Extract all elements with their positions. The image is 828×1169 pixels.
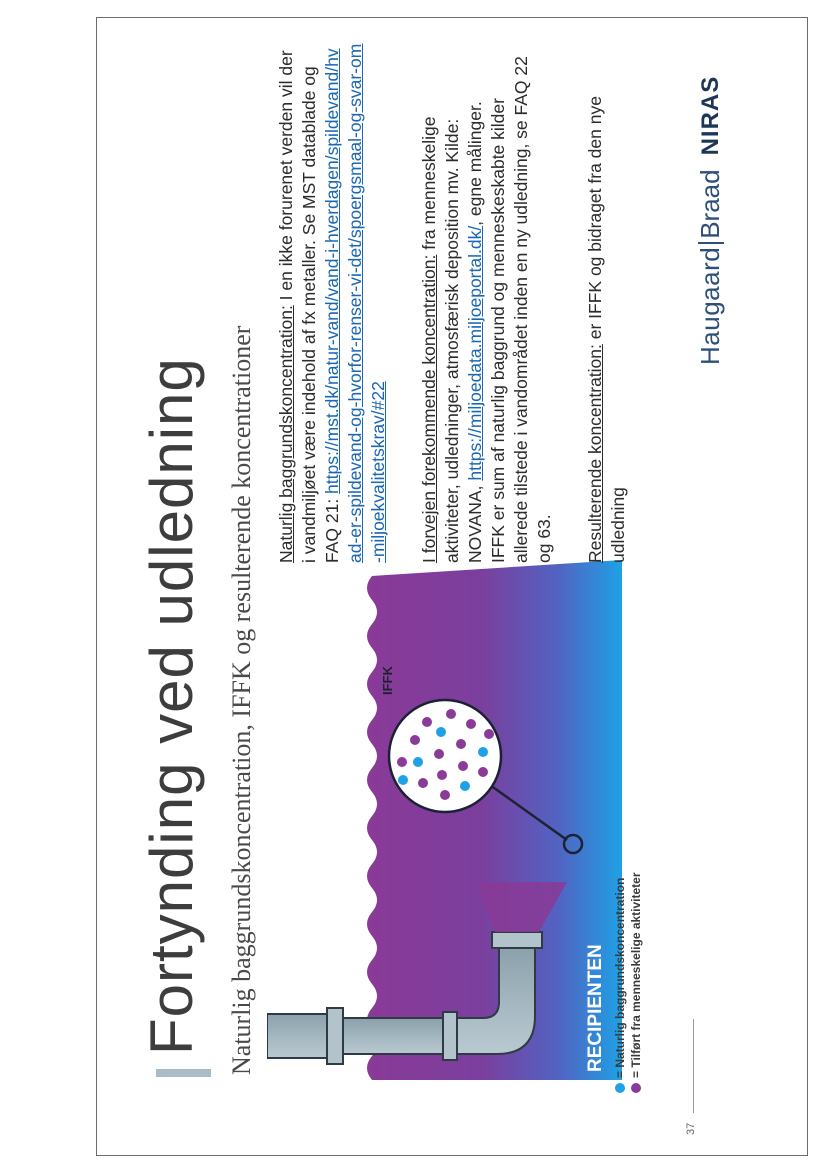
slide (97, 18, 807, 1155)
definitions (275, 43, 658, 563)
page-frame (96, 17, 808, 1156)
logo-haugaard: Haugaard (695, 246, 725, 365)
page-number: 37 (685, 1122, 697, 1135)
dilution-illustration (267, 560, 622, 1080)
pipe-flange-1 (327, 1008, 343, 1064)
title-accent-bar (156, 1069, 211, 1077)
company-logo (695, 76, 726, 365)
callout-label: IFFK (380, 666, 395, 695)
water-body (367, 560, 622, 1080)
pipe-base (267, 1014, 329, 1058)
pipe-outlet (492, 932, 542, 948)
mst-faq-link[interactable]: https://mst.dk/natur-vand/vand-i-hverdagen/spildevand/hvad-er-spildevand-og-hvorfor-renser-vi-det/spoergsmaal-og-svar-om-miljoekvalitetskrav/#22 (322, 43, 388, 563)
recipient-label: RECIPIENTEN (585, 944, 606, 1072)
slide-title: Fortynding ved udledning (138, 357, 205, 1055)
pipe-vertical (343, 1018, 453, 1054)
miljoeportal-link[interactable]: https://miljoedata.miljoeportal.dk/ (465, 225, 485, 481)
logo-braad: Braad (695, 169, 725, 239)
footer-divider (693, 1019, 694, 1113)
definition-natural-background: Naturlig baggrundskoncentration: I en ikke forurenet verden vil der i vandmiljøet være indehold af fx metaller. Se MST datablade og FAQ 21: https://mst.dk/natur-vand/vand-i-hverdagen/spildevand/hvad-er-spildevand-og-hvorfor-renser-vi-det/spoergsmaal-og-svar-om-miljoekvalitetskrav/#22 (276, 43, 388, 563)
definition-iffk: I forvejen forekommende koncentration: fra menneskelige aktiviteter, udledninger, atmosfærisk deposition mv. Kilde: NOVANA, https://miljoedata.miljoeportal.dk/, egne målinger. IFFK er sum af naturlig baggrund og menneskeskabte kilder allerede tilstede i vandområdet inden en ny udledning, se FAQ 22 og 63. (419, 56, 554, 563)
legend-item-human: = Tilført fra menneskelige aktiviteter (628, 872, 644, 1093)
legend (612, 872, 644, 1093)
blue-dot-icon (615, 1083, 625, 1093)
logo-separator (698, 242, 724, 244)
legend-item-natural: = Naturlig baggrundskoncentration (612, 872, 628, 1093)
definition-resulting: Resulterende koncentration: er IFFK og bidraget fra den nye udledning (585, 96, 628, 563)
pipe-flange-2 (443, 1012, 457, 1060)
slide-subtitle: Naturlig baggrundskoncentration, IFFK og resulterende koncentrationer (227, 325, 256, 1075)
logo-niras: NIRAS (696, 75, 724, 156)
purple-dot-icon (631, 1083, 641, 1093)
